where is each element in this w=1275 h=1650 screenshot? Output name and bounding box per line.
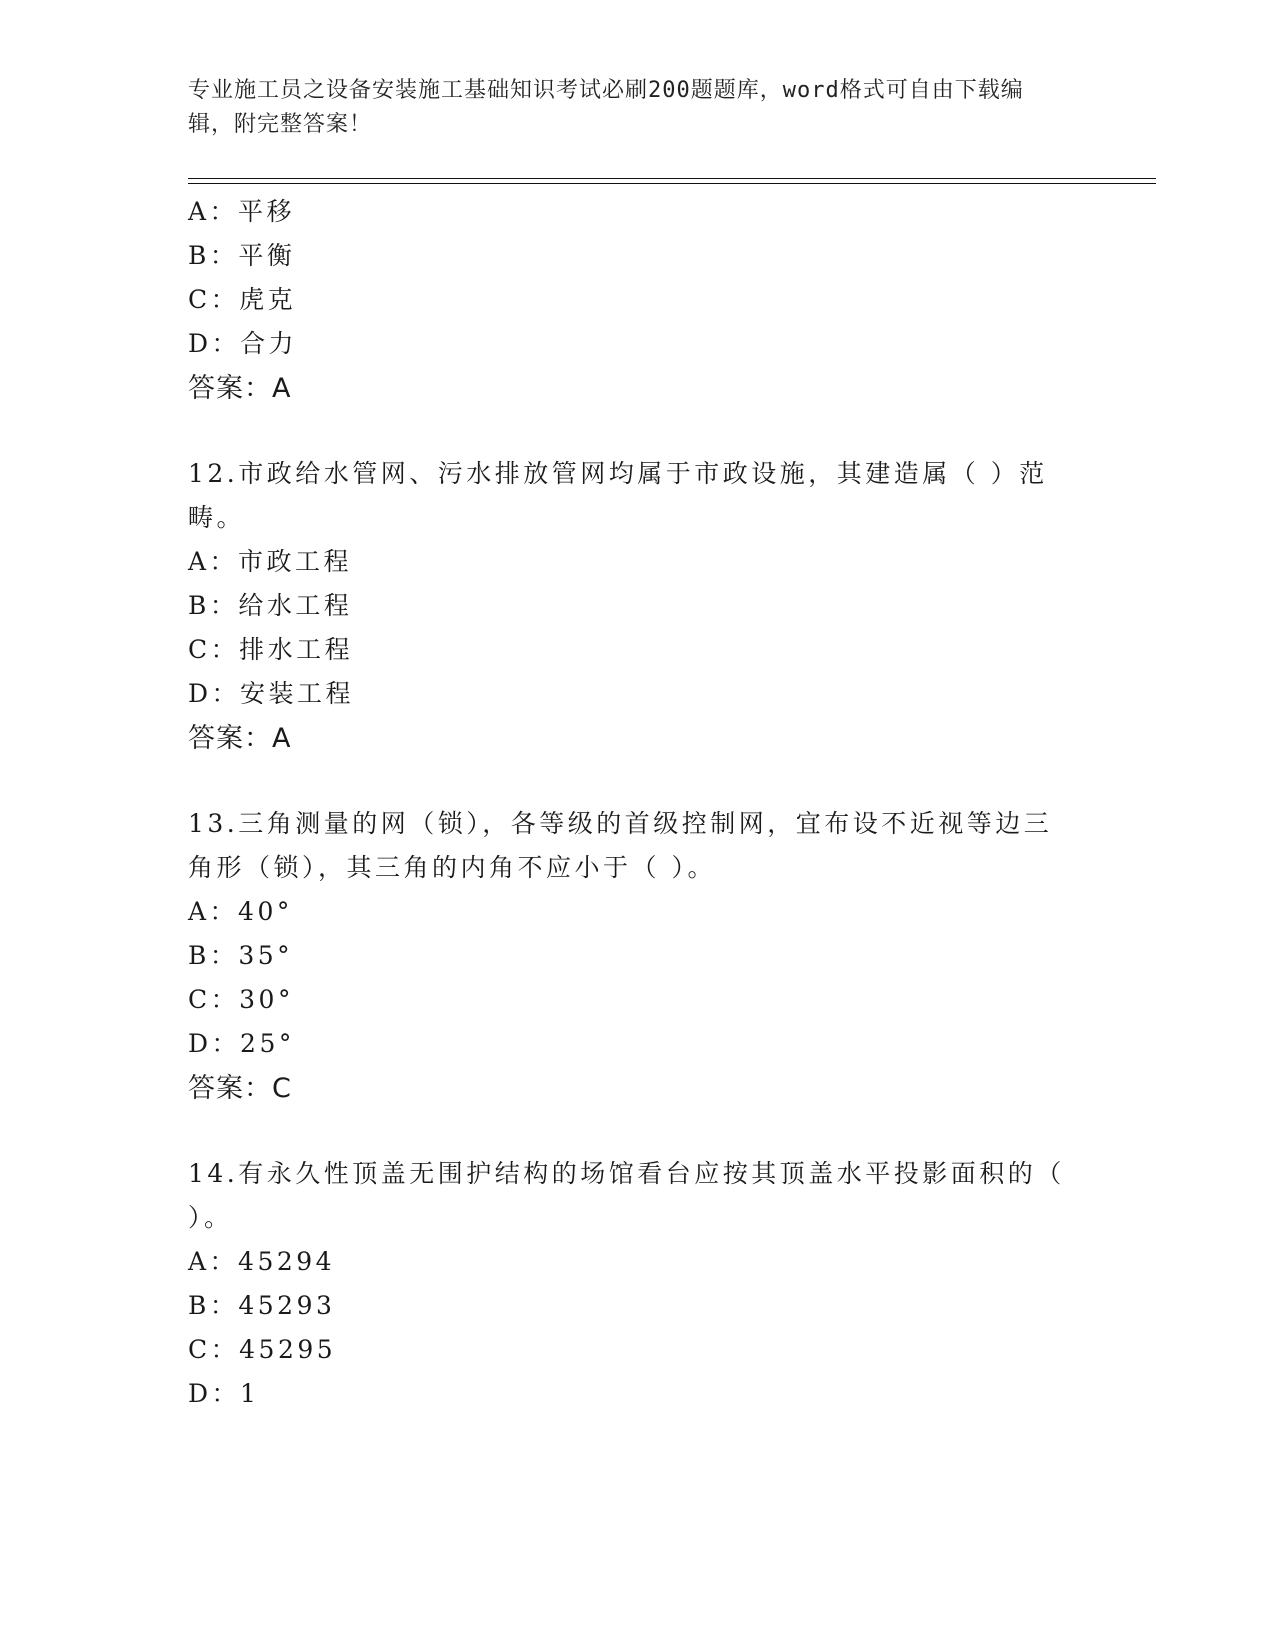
- q11-answer: 答案：A: [188, 373, 292, 404]
- header-rule-top: [188, 178, 1156, 179]
- q13-option-b: B：35°: [188, 941, 294, 970]
- q12-option-b: B：给水工程: [188, 591, 353, 620]
- q13-option-c: C：30°: [188, 985, 294, 1014]
- q11-option-d: D：合力: [188, 329, 298, 358]
- q12-option-d: D：安装工程: [188, 679, 355, 708]
- q13-question-line-1: 13.三角测量的网（锁），各等级的首级控制网，宜布设不近视等边三: [188, 809, 1053, 838]
- q12-question-line-1: 12.市政给水管网、污水排放管网均属于市政设施，其建造属（ ）范: [188, 459, 1048, 488]
- q12-answer: 答案：A: [188, 723, 292, 754]
- q13-question-line-2: 角形（锁），其三角的内角不应小于（ ）。: [188, 853, 716, 882]
- q11-option-a: A：平移: [188, 197, 296, 226]
- q12-option-a: A：市政工程: [188, 547, 353, 576]
- q14-option-a: A：45294: [188, 1247, 336, 1276]
- q14-question-line-1: 14.有永久性顶盖无围护结构的场馆看台应按其顶盖水平投影面积的（: [188, 1159, 1065, 1188]
- q14-question-line-2: ）。: [188, 1203, 233, 1232]
- q11-option-c: C：虎克: [188, 285, 297, 314]
- q12-option-c: C：排水工程: [188, 635, 354, 664]
- q13-answer: 答案：C: [188, 1073, 292, 1104]
- q13-option-d: D：25°: [188, 1029, 295, 1058]
- q14-option-c: C：45295: [188, 1335, 337, 1364]
- q14-option-b: B：45293: [188, 1291, 336, 1320]
- q11-option-b: B：平衡: [188, 241, 296, 270]
- q14-option-d: D：1: [188, 1379, 260, 1408]
- document-header: 专业施工员之设备安装施工基础知识考试必刷200题题库，word格式可自由下载编辑，附完整答案！: [188, 78, 1024, 137]
- header-rule-bottom: [188, 183, 1156, 184]
- q12-question-line-2: 畴。: [188, 503, 246, 532]
- q13-option-a: A：40°: [188, 897, 293, 926]
